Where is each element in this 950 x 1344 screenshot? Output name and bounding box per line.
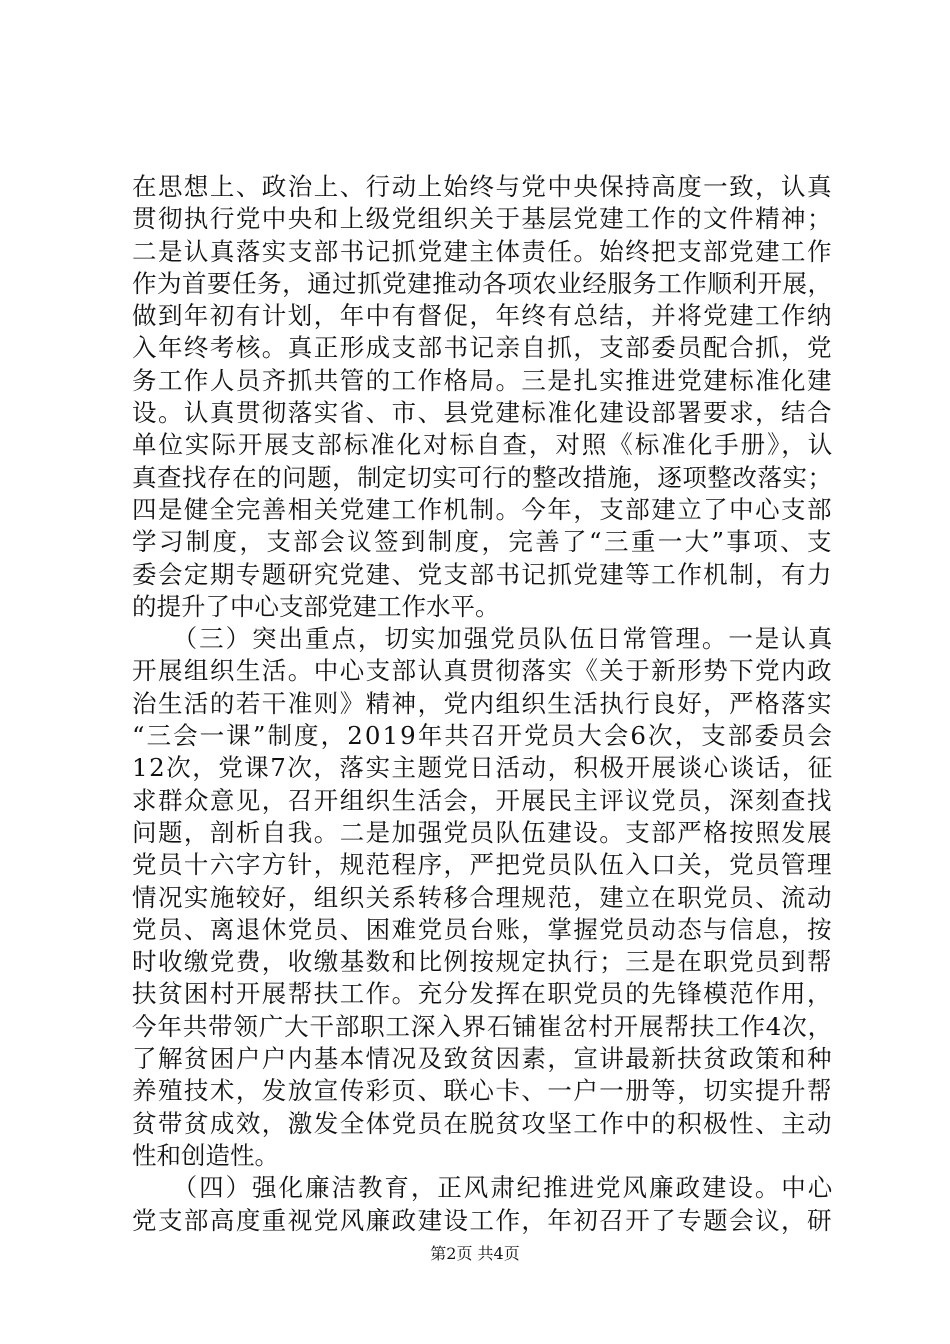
text-line: 党员、离退休党员、困难党员台账，掌握党员动态与信息，按 — [132, 914, 833, 944]
text-line: 作为首要任务，通过抓党建推动各项农业经服务工作顺利开展， — [132, 268, 833, 298]
text-line: 了解贫困户户内基本情况及致贫因素，宣讲最新扶贫政策和种 — [132, 1044, 833, 1074]
text-line: （三）突出重点，切实加强党员队伍日常管理。一是认真 — [132, 624, 835, 654]
text-line: 学习制度，支部会议签到制度，完善了“三重一大”事项、支 — [132, 527, 834, 557]
text-line: 养殖技术，发放宣传彩页、联心卡、一户一册等，切实提升帮 — [132, 1076, 833, 1106]
text-line: 贯彻执行党中央和上级党组织关于基层党建工作的文件精神； — [132, 204, 833, 234]
text-line: 开展组织生活。中心支部认真贯彻落实《关于新形势下党内政 — [132, 656, 833, 686]
text-line: 四是健全完善相关党建工作机制。今年，支部建立了中心支部 — [132, 494, 833, 524]
body-text — [132, 171, 835, 1237]
text-line: 扶贫困村开展帮扶工作。充分发挥在职党员的先锋模范作用， — [132, 979, 833, 1009]
text-line: 务工作人员齐抓共管的工作格局。三是扎实推进党建标准化建 — [132, 365, 833, 395]
text-line: 设。认真贯彻落实省、市、县党建标准化建设部署要求，结合 — [132, 398, 833, 428]
text-line: 12次，党课7次，落实主题党日活动，积极开展谈心谈话，征 — [132, 753, 834, 783]
text-line: 治生活的若干准则》精神，党内组织生活执行良好，严格落实 — [132, 688, 833, 718]
page-footer: 第2页 共4页 — [430, 1244, 520, 1263]
text-line: 求群众意见，召开组织生活会，开展民主评议党员，深刻查找 — [132, 785, 833, 815]
text-line: 入年终考核。真正形成支部书记亲自抓，支部委员配合抓，党 — [132, 333, 833, 363]
text-line: 性和创造性。 — [132, 1140, 279, 1170]
text-line: 今年共带领广大干部职工深入界石铺崔岔村开展帮扶工作4次， — [132, 1011, 833, 1041]
text-line: 二是认真落实支部书记抓党建主体责任。始终把支部党建工作 — [132, 236, 833, 266]
text-line: 的提升了中心支部党建工作水平。 — [132, 591, 500, 621]
text-line: 党支部高度重视党风廉政建设工作，年初召开了专题会议，研 — [132, 1205, 833, 1235]
text-line: 委会定期专题研究党建、党支部书记抓党建等工作机制，有力 — [132, 559, 833, 589]
text-line: 做到年初有计划，年中有督促，年终有总结，并将党建工作纳 — [132, 301, 833, 331]
text-line: 党员十六字方针，规范程序，严把党员队伍入口关，党员管理 — [132, 850, 833, 880]
text-line: 情况实施较好，组织关系转移合理规范，建立在职党员、流动 — [132, 882, 833, 912]
text-line: 贫带贫成效，激发全体党员在脱贫攻坚工作中的积极性、主动 — [132, 1108, 833, 1138]
text-line: 真查找存在的问题，制定切实可行的整改措施，逐项整改落实； — [132, 462, 833, 492]
text-line: 问题，剖析自我。二是加强党员队伍建设。支部严格按照发展 — [132, 817, 833, 847]
text-line: “三会一课”制度，2019年共召开党员大会6次，支部委员会 — [132, 721, 835, 751]
text-line: （四）强化廉洁教育，正风肃纪推进党风廉政建设。中心 — [132, 1173, 835, 1203]
text-line: 时收缴党费，收缴基数和比例按规定执行；三是在职党员到帮 — [132, 947, 833, 977]
text-line: 单位实际开展支部标准化对标自查，对照《标准化手册》，认 — [132, 430, 835, 460]
text-line: 在思想上、政治上、行动上始终与党中央保持高度一致，认真 — [132, 172, 833, 201]
